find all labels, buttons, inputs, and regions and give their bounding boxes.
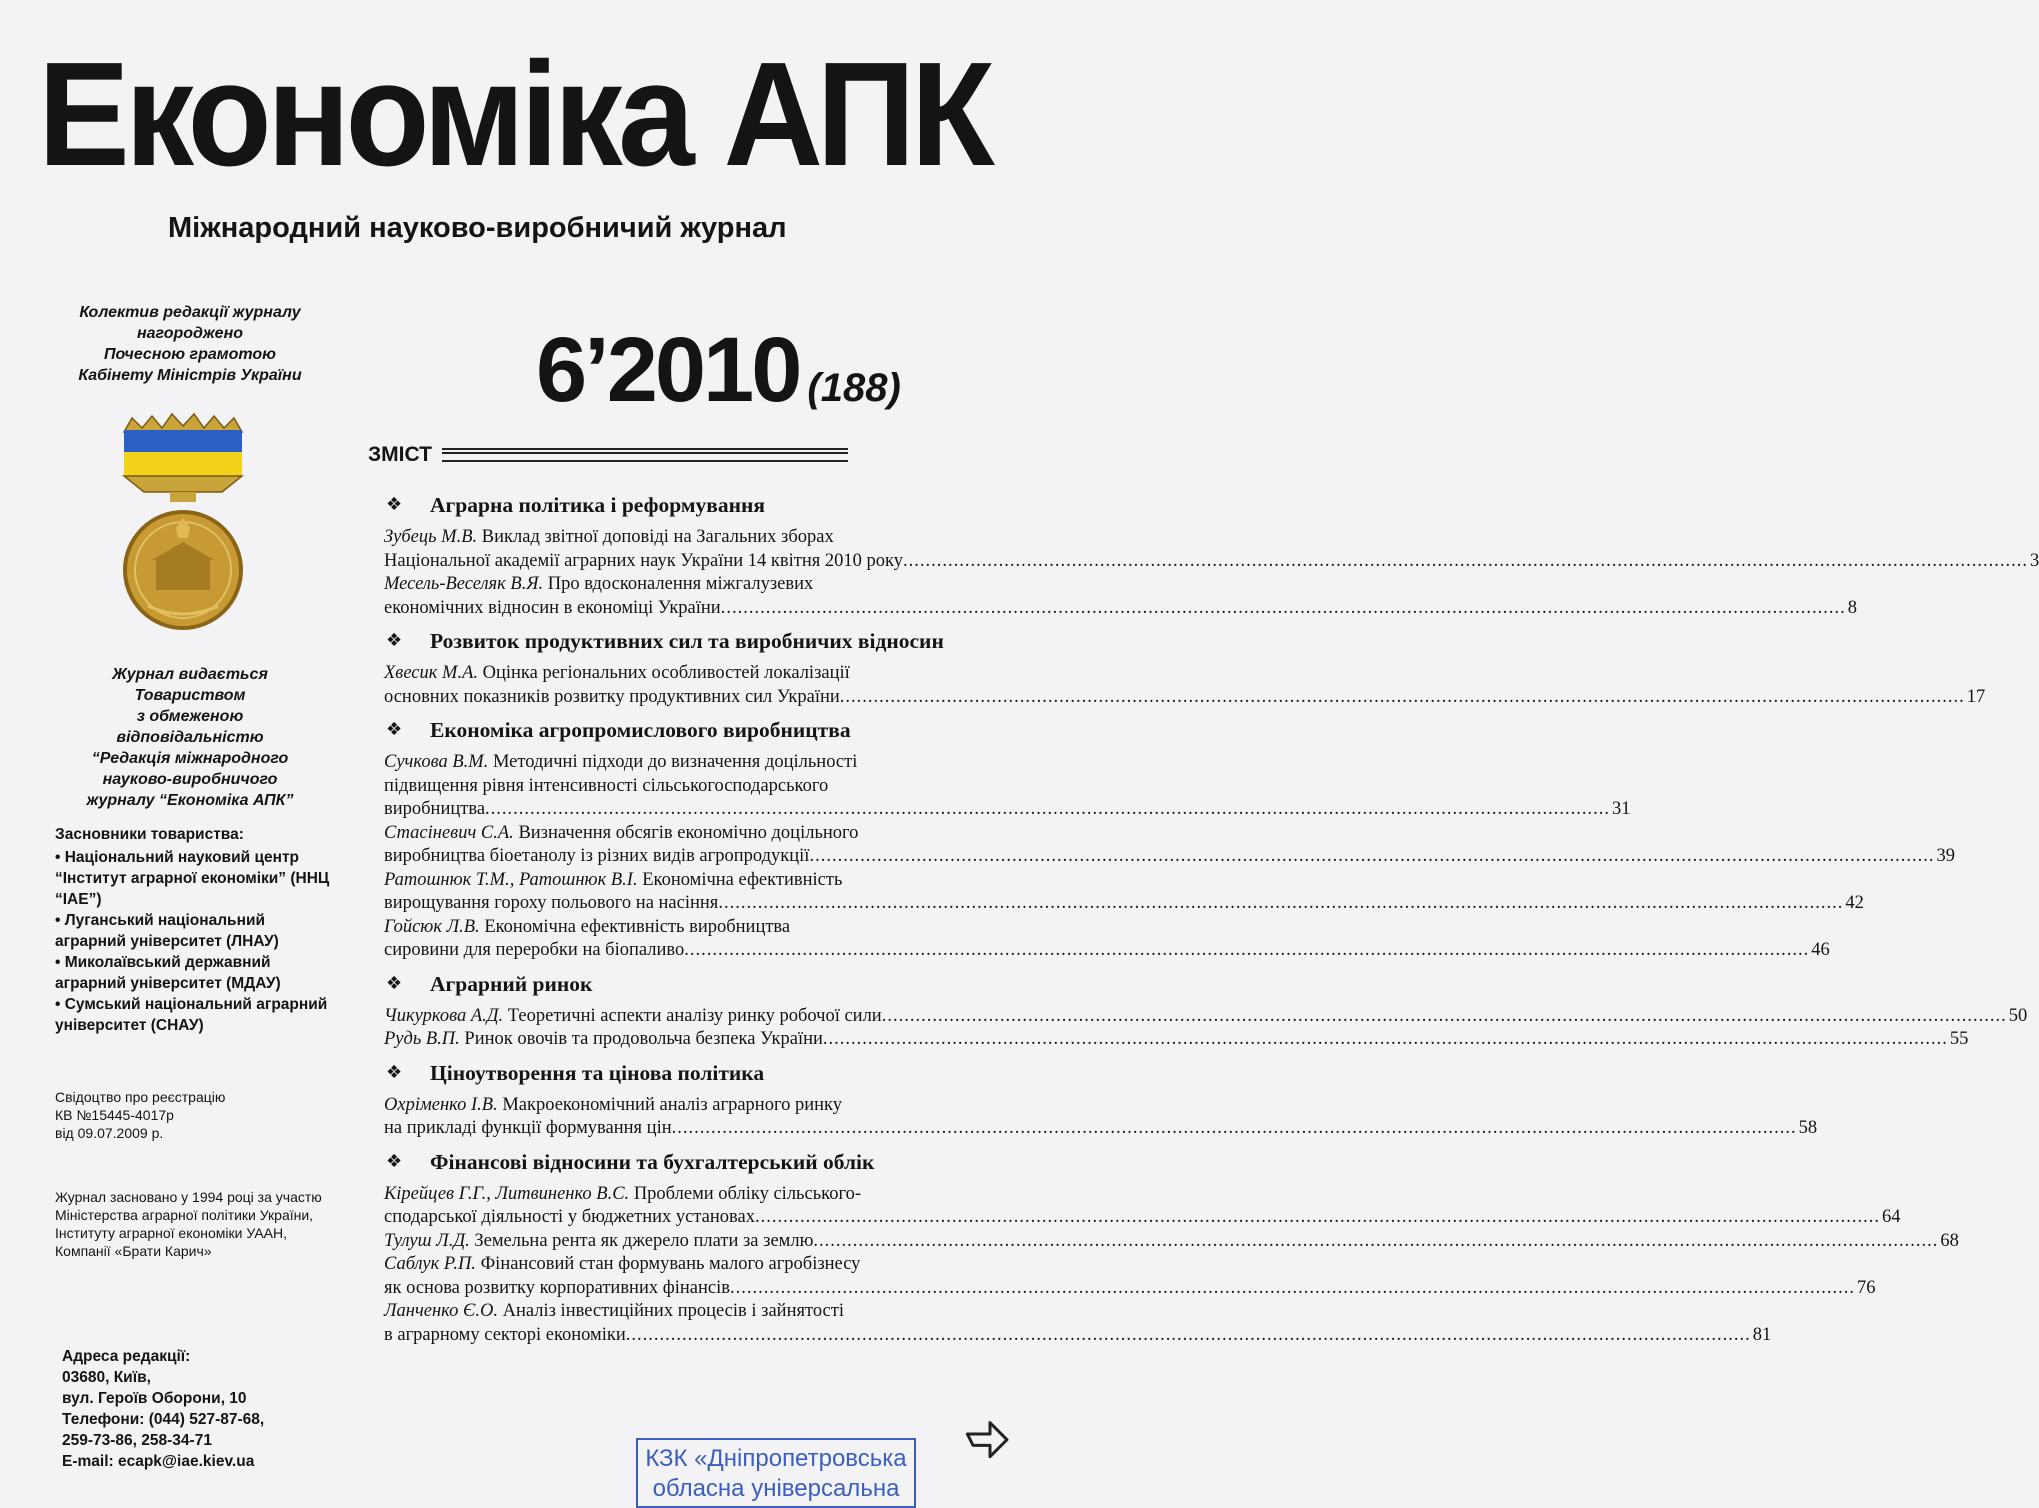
entry-text: вирощування гороху польового на насіння <box>384 893 719 913</box>
toc-label: ЗМІСТ <box>368 443 432 466</box>
address-line: 259-73-86, 258-34-71 <box>62 1432 212 1449</box>
entry-last-line <box>384 1206 1901 1230</box>
diamond-bullet-icon: ❖ <box>386 494 403 515</box>
section-title-text: Аграрний ринок <box>430 971 593 996</box>
entry-text: основних показників розвитку продуктивних сил України <box>384 686 840 707</box>
toc-section-title[interactable] <box>384 1149 1024 1175</box>
founder-item: • Національний науковий центр “Інститут аграрної економіки” (ННЦ “ІАЕ”) <box>55 849 330 908</box>
entry-text: Фінансовий стан формувань малого агробізнесу <box>480 1254 861 1274</box>
toc-entry[interactable] <box>384 1028 1969 1052</box>
address-line: 03680, Київ, <box>62 1369 151 1386</box>
page-number: 17 <box>1966 686 1986 707</box>
address-line: Адреса редакції: <box>62 1348 191 1365</box>
registration-note <box>55 1088 335 1142</box>
page-number: 39 <box>1936 846 1955 866</box>
page-number: 64 <box>1882 1207 1901 1227</box>
entry-last-line <box>384 1117 1818 1141</box>
entry-line <box>384 526 1024 550</box>
entry-text: Земельна рента як джерело плати за землю <box>474 1230 814 1251</box>
entry-text: економічних відносин в економіці України <box>384 597 721 618</box>
library-stamp <box>636 1438 916 1508</box>
diamond-bullet-icon: ❖ <box>386 630 403 651</box>
toc-entry[interactable] <box>384 822 1955 869</box>
toc-entry[interactable] <box>384 1183 1901 1230</box>
entry-last-line <box>384 597 1857 621</box>
founders-title: Засновники товариства: <box>55 826 244 843</box>
leader-dots: ........................................................................................................................................................................................................ <box>720 597 1846 618</box>
entry-text: виробництва <box>384 799 486 819</box>
entry-text: Визначення обсягів економічно доцільного <box>518 822 859 843</box>
editorial-address <box>62 1346 352 1472</box>
journal-subtitle: Міжнародний науково-виробничий журнал <box>168 212 787 244</box>
toc-section-title[interactable] <box>384 1060 1024 1086</box>
entry-line <box>384 1183 1024 1207</box>
entry-text: сподарської діяльності у бюджетних установах <box>384 1207 755 1227</box>
section-title-text: Розвиток продуктивних сил та виробничих відносин <box>430 629 944 653</box>
entry-line <box>384 751 1024 775</box>
entry-author: Рудь В.П. <box>384 1029 460 1049</box>
issue-year: 6’2010 <box>536 319 800 421</box>
entry-last-line <box>384 1324 1772 1348</box>
leader-dots: ........................................................................................................................................................................................................ <box>839 686 1965 707</box>
entry-text: Аналіз інвестиційних процесів і зайнятості <box>502 1301 844 1321</box>
page-number: 76 <box>1856 1277 1876 1298</box>
page-number: 8 <box>1847 597 1857 618</box>
toc-section <box>384 1149 1959 1348</box>
section-title-text: Ціноутворення та цінова політика <box>430 1060 765 1085</box>
entry-text: Національної академії аграрних наук України 14 квітня 2010 року <box>384 550 904 571</box>
toc-entry[interactable] <box>384 573 1857 620</box>
leader-dots: ........................................................................................................................................................................................................ <box>729 1277 1855 1298</box>
entry-last-line <box>384 686 1986 710</box>
entry-line <box>384 1300 1024 1324</box>
entry-author: Тулуш Л.Д. <box>384 1230 470 1251</box>
journal-title: Економіка АПК <box>38 32 991 197</box>
registration-line: КВ №15445-4017р <box>55 1107 174 1123</box>
entry-last-line <box>384 892 1864 916</box>
toc-entry[interactable] <box>384 1005 2028 1029</box>
toc-section <box>384 717 1955 963</box>
entry-author: Зубець М.В. <box>384 527 478 547</box>
entry-line <box>384 1094 1024 1118</box>
entry-text: Методичні підходи до визначення доцільності <box>492 752 858 772</box>
leader-dots: ........................................................................................................................................................................................................ <box>485 799 1611 819</box>
leader-dots: ........................................................................................................................................................................................................ <box>881 1005 2007 1026</box>
entry-line <box>384 869 1024 893</box>
issue-total: (188) <box>807 366 901 410</box>
award-line: нагороджено <box>136 325 244 342</box>
leader-dots: ........................................................................................................................................................................................................ <box>809 846 1935 866</box>
section-title-text: Економіка агропромислового виробництва <box>430 718 851 742</box>
leader-dots: ........................................................................................................................................................................................................ <box>684 940 1810 960</box>
toc-section <box>384 492 2039 620</box>
page-number: 55 <box>1949 1029 1969 1049</box>
page-number: 3 <box>2030 550 2039 571</box>
toc-entry[interactable] <box>384 1230 1959 1254</box>
stamp-line: КЗК «Дніпропетровська <box>645 1445 907 1472</box>
toc-entry[interactable] <box>384 662 1986 709</box>
award-line: Колектив редакції журналу <box>79 304 301 321</box>
entry-text: виробництва біоетанолу із різних видів агропродукції <box>384 846 810 866</box>
publisher-line: відповідальністю <box>116 729 264 746</box>
leader-dots: ........................................................................................................................................................................................................ <box>903 550 2029 571</box>
entry-text: Теоретичні аспекти аналізу ринку робочої сили <box>507 1005 882 1026</box>
award-note <box>40 302 340 386</box>
section-title-text: Фінансові відносини та бухгалтерський облік <box>430 1149 875 1174</box>
leader-dots: ........................................................................................................................................................................................................ <box>718 893 1844 913</box>
award-line: Почесною грамотою <box>104 346 276 363</box>
diamond-bullet-icon: ❖ <box>386 1061 403 1083</box>
next-page-arrow-icon[interactable] <box>962 1406 1018 1462</box>
entry-author: Гойсюк Л.В. <box>384 916 480 937</box>
registration-line: Свідоцтво про реєстрацію <box>55 1089 226 1105</box>
toc-entry[interactable] <box>384 751 1631 822</box>
entry-author: Охріменко І.В. <box>384 1094 498 1115</box>
page-number: 31 <box>1612 799 1631 819</box>
address-email[interactable]: E-mail: ecapk@iae.kiev.ua <box>62 1453 255 1470</box>
entry-author: Саблук Р.П. <box>384 1254 476 1274</box>
entry-last-line <box>384 550 2039 574</box>
founded-note: Журнал засновано у 1994 році за участю Міністерства аграрної політики України, Інституту аграрної економіки УААН, Компанії «Брати Карич» <box>55 1189 322 1259</box>
founder-item: • Миколаївський державний аграрний університет (МДАУ) <box>55 954 281 992</box>
entry-line <box>384 822 1024 846</box>
toc-entry[interactable] <box>384 1300 1772 1347</box>
page-number: 58 <box>1798 1118 1818 1138</box>
toc-header <box>368 440 848 470</box>
entry-last-line <box>384 1028 1969 1052</box>
address-line: вул. Героїв Оборони, 10 <box>62 1390 247 1407</box>
leader-dots: ........................................................................................................................................................................................................ <box>822 1029 1948 1049</box>
toc-section-title[interactable] <box>384 628 1024 654</box>
page-number: 50 <box>2008 1005 2028 1026</box>
publisher-note <box>40 664 340 811</box>
registration-line: від 09.07.2009 р. <box>55 1125 164 1141</box>
entry-author: Сучкова В.М. <box>384 752 489 772</box>
entry-line <box>384 916 1024 940</box>
entry-author: Ланченко Є.О. <box>384 1301 498 1321</box>
entry-text: Ринок овочів та продовольча безпека України <box>464 1029 823 1049</box>
entry-last-line <box>384 939 1830 963</box>
toc-entry[interactable] <box>384 1094 1818 1141</box>
toc-entry[interactable] <box>384 526 2039 573</box>
diamond-bullet-icon: ❖ <box>386 1150 403 1172</box>
address-line: Телефони: (044) 527-87-68, <box>62 1411 265 1428</box>
entry-last-line <box>384 1277 1876 1301</box>
entry-text: в аграрному секторі економіки <box>384 1324 626 1345</box>
leader-dots: ........................................................................................................................................................................................................ <box>755 1207 1880 1227</box>
toc-rule <box>442 448 848 462</box>
toc-section <box>384 971 2028 1052</box>
entry-line <box>384 1253 1024 1277</box>
leader-dots: ........................................................................................................................................................................................................ <box>671 1118 1797 1138</box>
entry-text: Виклад звітної доповіді на Загальних зборах <box>481 527 834 547</box>
entry-last-line <box>384 1005 2028 1029</box>
entry-author: Кірейцев Г.Г., Литвиненко В.С. <box>384 1183 630 1204</box>
toc-entry[interactable] <box>384 1253 1876 1300</box>
entry-line: підвищення рівня інтенсивності сільськогосподарського <box>384 775 829 796</box>
toc-section-title[interactable] <box>384 971 1024 997</box>
entry-last-line <box>384 845 1955 869</box>
entry-text: Макроекономічний аналіз аграрного ринку <box>502 1094 842 1115</box>
entry-text: Економічна ефективність виробництва <box>484 916 791 937</box>
entry-text: Про вдосконалення міжгалузевих <box>547 574 814 594</box>
publisher-line: Товариством <box>134 687 246 704</box>
leader-dots: ........................................................................................................................................................................................................ <box>625 1324 1751 1345</box>
publisher-line: з обмеженою <box>136 708 244 725</box>
issue-number <box>536 318 901 423</box>
entry-text: на прикладі функції формування цін <box>384 1118 672 1138</box>
table-of-contents <box>384 484 2039 1347</box>
entry-author: Месель-Веселяк В.Я. <box>384 574 544 594</box>
founder-item: • Сумський національний аграрний університет (СНАУ) <box>55 996 328 1034</box>
award-line: Кабінету Міністрів України <box>78 367 302 384</box>
leader-dots: ........................................................................................................................................................................................................ <box>813 1230 1939 1251</box>
diamond-bullet-icon: ❖ <box>386 972 403 994</box>
founders-list <box>55 824 335 1036</box>
entry-author: Хвесик М.А. <box>384 663 478 683</box>
page-number: 68 <box>1940 1230 1959 1251</box>
entry-text: сировини для переробки на біопаливо <box>384 940 685 960</box>
entry-line <box>384 662 1024 686</box>
publisher-line: науково-виробничого <box>102 771 278 788</box>
toc-section <box>384 1060 1818 1141</box>
stamp-line: обласна універсальна <box>652 1475 900 1502</box>
entry-line <box>384 573 1024 597</box>
toc-entry[interactable] <box>384 916 1830 963</box>
page-number: 46 <box>1811 940 1830 960</box>
toc-section-title[interactable] <box>384 717 1024 743</box>
section-title-text: Аграрна політика і реформування <box>430 493 766 517</box>
page-number: 81 <box>1752 1324 1772 1345</box>
publisher-line: Журнал видається <box>112 666 268 683</box>
publisher-line: журналу “Економіка АПК” <box>86 792 294 809</box>
toc-entry[interactable] <box>384 869 1864 916</box>
gold-medal-icon <box>118 410 248 640</box>
entry-text: Оцінка регіональних особливостей локалізації <box>482 663 850 683</box>
entry-text: Проблеми обліку сільського- <box>633 1183 861 1204</box>
entry-author: Чикуркова А.Д. <box>384 1005 504 1026</box>
toc-section <box>384 628 1986 709</box>
toc-section-title[interactable] <box>384 492 1024 518</box>
entry-text: Економічна ефективність <box>642 869 843 890</box>
entry-last-line <box>384 798 1631 822</box>
entry-text: як основа розвитку корпоративних фінансів <box>384 1277 730 1298</box>
diamond-bullet-icon: ❖ <box>386 719 403 740</box>
publisher-line: “Редакція міжнародного <box>91 750 289 767</box>
founder-item: • Луганський національний аграрний університет (ЛНАУ) <box>55 912 279 950</box>
page-number: 42 <box>1845 893 1864 913</box>
entry-author: Ратошнюк Т.М., Ратошнюк В.І. <box>384 869 638 890</box>
entry-author: Стасіневич С.А. <box>384 822 514 843</box>
entry-last-line <box>384 1230 1959 1254</box>
